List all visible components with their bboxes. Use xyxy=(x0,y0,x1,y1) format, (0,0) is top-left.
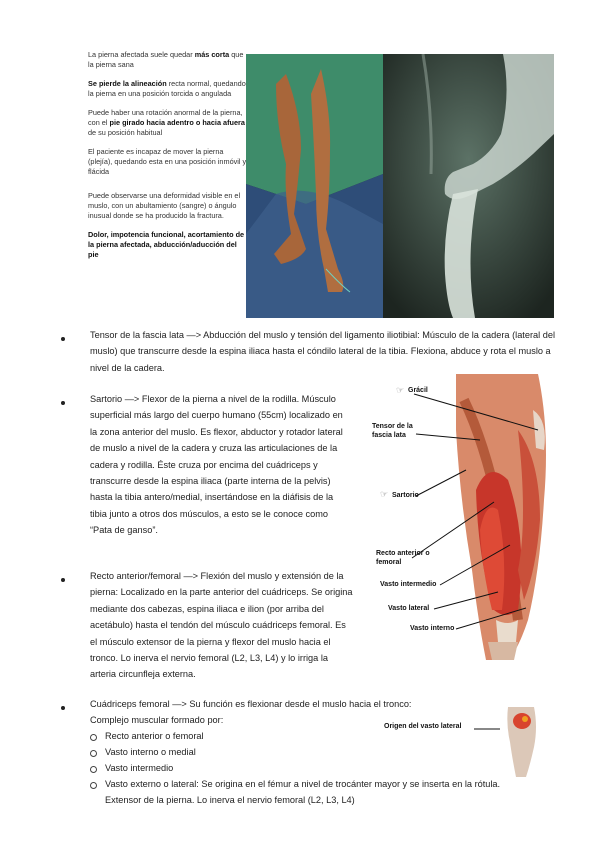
cuadriceps-intro: Complejo muscular formado por: xyxy=(90,715,224,725)
bullet-marker xyxy=(61,706,65,710)
sub-item: Vasto externo o lateral: Se origina en el fémur a nivel de trocánter mayor y se inserta en la rótula. xyxy=(105,779,501,789)
hand-pointer-icon: ☞ xyxy=(380,489,389,499)
note-alignment: Se pierde la alineación recta normal, quedando la pierna en una posición torcida o angulada xyxy=(88,79,246,98)
xray-image xyxy=(383,54,554,318)
sub-item: Vasto intermedio xyxy=(105,763,174,773)
bullet-marker xyxy=(61,337,65,341)
leader-line xyxy=(474,727,500,731)
vasto-lateral-origin-figure xyxy=(498,707,543,777)
note-shorter-leg: La pierna afectada suele quedar más corta que la pierna sana xyxy=(88,50,244,69)
note-rotation: Puede haber una rotación anormal de la pierna, con el pie girado hacia adentro o hacia afuera de su posición habitual xyxy=(88,108,245,137)
sub-item: Vasto interno o medial xyxy=(105,747,196,757)
label-tensor: Tensor de la fascia lata xyxy=(372,423,413,439)
fracture-signs-notes xyxy=(88,50,248,269)
sub-bullet-circle xyxy=(90,750,97,757)
label-recto: Recto anterior o femoral xyxy=(376,550,430,566)
note-deformity: Puede observarse una deformidad visible en el muslo, con un abultamiento (sangre) o ángulo inusual donde se ha producido la fractura. xyxy=(88,191,241,220)
cuadriceps-heading: Cuádriceps femoral —> Su función es flexionar desde el muslo hacia el tronco: xyxy=(90,699,412,709)
label-sartorio: Sartorio xyxy=(392,492,419,499)
label-vasto-interno: Vasto interno xyxy=(410,625,455,632)
hand-pointer-icon: ☞ xyxy=(396,385,405,395)
sub-item-continuation: Extensor de la pierna. Lo inerva el nervio femoral (L2, L3, L4) xyxy=(105,795,355,805)
thigh-muscles-figure xyxy=(368,370,564,660)
bullet-marker xyxy=(61,578,65,582)
recto-paragraph: Recto anterior/femoral —> Flexión del muslo y extensión de la pierna: Localizado en la parte anterior del cuádriceps. Se origina mediante dos cabezas, espina iliaca e ilion (por arriba del acetábulo) hasta el tendón del músculo cuádriceps femoral. Es el músculo extensor de la pierna y flexor del muslo hacia el tronco. Lo inerva el nervio femoral (L2, L3, L4) y lo irriga la arteria circunfleja externa. xyxy=(90,571,353,680)
note-summary: Dolor, impotencia funcional, acortamiento de la pierna afectada, abducción/aducción del pie xyxy=(88,230,245,259)
label-origen-vasto-lateral: Origen del vasto lateral xyxy=(384,723,462,730)
label-vasto-lateral: Vasto lateral xyxy=(388,605,430,612)
bullet-marker xyxy=(61,401,65,405)
sartorio-paragraph: Sartorio —> Flexor de la pierna a nivel de la rodilla. Músculo superficial más largo del cuerpo humano (55cm) localizado en la zona anterior del muslo. Es flexor, abductor y rotador lateral de muslo a nivel de la cadera y cruza las articulaciones de la cadera y rodilla. Éste cruza por encima del cuádriceps y transcurre desde la espina iliaca (parte interna de la pelvis) hasta la tibia antero/medial, insertándose en la diáfisis de la tibia junto a otros dos músculos, a esto se le conoce como “Pata de ganso”. xyxy=(90,394,343,536)
sub-item: Recto anterior o femoral xyxy=(105,731,204,741)
label-gracil: Grácil xyxy=(408,387,428,394)
tensor-paragraph: Tensor de la fascia lata —> Abducción del muslo y tensión del ligamento iliotibial: Músculo de la cadera (lateral del muslo) que transcurre desde la espina iliaca hasta el cóndilo lateral de la tibia. Flexiona, abduce y rota el muslo a nivel de la cadera. xyxy=(90,330,555,373)
note-plegia: El paciente es incapaz de mover la pierna (plejía), quedando esta en una posición inmóvil y flácida xyxy=(88,147,247,176)
sub-bullet-circle xyxy=(90,782,97,789)
sub-bullet-circle xyxy=(90,734,97,741)
label-vasto-intermedio: Vasto intermedio xyxy=(380,581,437,588)
patient-photo xyxy=(246,54,383,318)
sub-bullet-circle xyxy=(90,766,97,773)
